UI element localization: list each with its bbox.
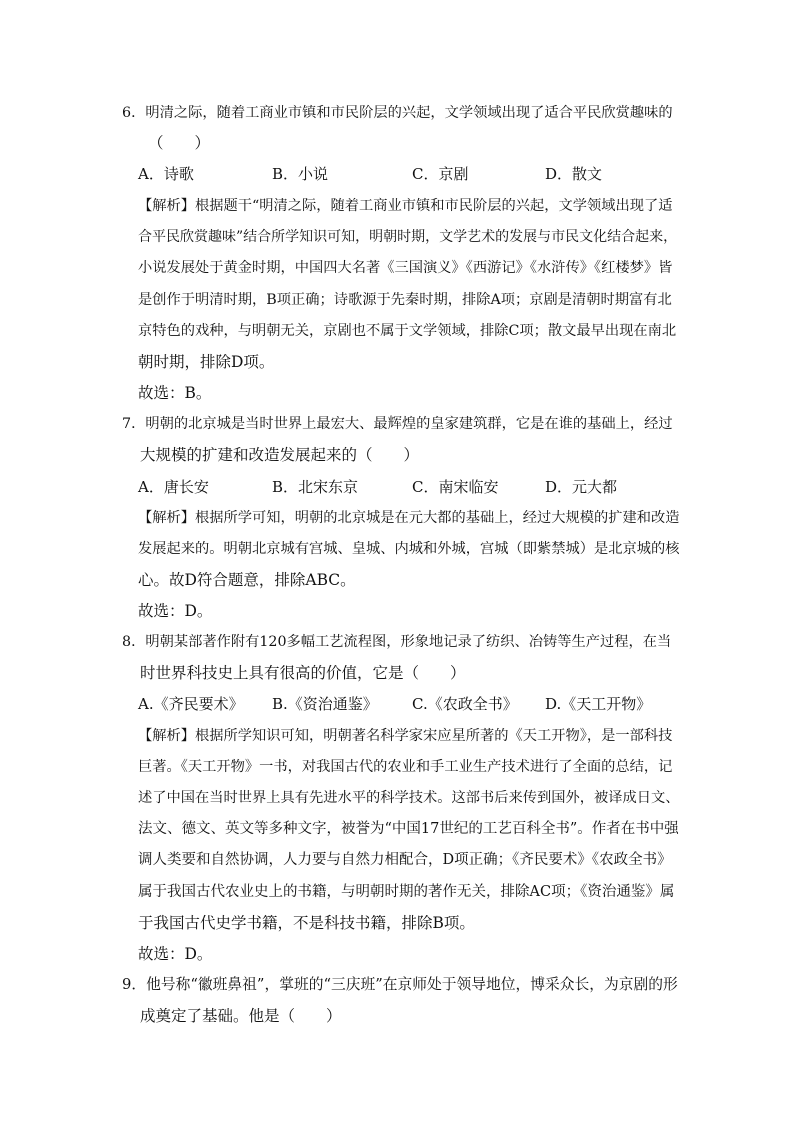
question-8-option-b: B.《资治通鉴》 <box>272 695 378 713</box>
question-8-analysis-line-4: 法文、德文、英文等多种文字，被誉为“中国17世纪的工艺百科全书”。作者在书中强 <box>138 821 679 837</box>
question-6-stem-line-1: 6．明清之际，随着工商业市镇和市民阶层的兴起，文学领域出现了适合平民欣赏趣味的 <box>122 105 673 121</box>
question-8-option-c: C.《农政全书》 <box>412 695 518 713</box>
question-8-option-d: D.《天工开物》 <box>545 695 652 713</box>
question-7-option-b: B．北宋东京 <box>272 478 359 496</box>
question-7-option-a: A．唐长安 <box>138 478 209 496</box>
question-8-stem-line-2: 时世界科技史上具有很高的价值，它是（ ） <box>140 664 466 682</box>
question-7-answer: 故选：D。 <box>138 602 213 620</box>
question-8-analysis-line-3: 述了中国在当时世界上具有先进水平的科学技术。这部书后来传到国外，被译成日文、 <box>138 790 680 806</box>
question-6-option-a: A．诗歌 <box>138 165 194 183</box>
question-8-analysis-line-7: 于我国古代史学书籍，不是科技书籍，排除B项。 <box>138 914 475 932</box>
question-8-answer: 故选：D。 <box>138 945 213 963</box>
question-6-option-c: C．京剧 <box>412 165 469 183</box>
question-8-analysis-line-5: 调人类要和自然协调，人力要与自然力相配合，D项正确；《齐民要术》《农政全书》 <box>138 852 672 868</box>
question-7-analysis-line-3: 心。故D符合题意，排除ABC。 <box>138 571 356 589</box>
question-7-option-d: D．元大都 <box>545 478 618 496</box>
question-7-analysis-line-2: 发展起来的。明朝北京城有宫城、皇城、内城和外城，宫城（即紫禁城）是北京城的核 <box>138 541 680 557</box>
question-8-analysis-line-1: 【解析】根据所学知识可知，明朝著名科学家宋应星所著的《天工开物》，是一部科技 <box>138 728 673 744</box>
question-6-option-b: B．小说 <box>272 165 329 183</box>
question-6-analysis-line-3: 小说发展处于黄金时期，中国四大名著《三国演义》《西游记》《水浒传》《红楼梦》皆 <box>138 260 673 276</box>
question-6-analysis-line-4: 是创作于明清时期，B项正确；诗歌源于先秦时期，排除A项；京剧是清朝时期富有北 <box>138 292 672 308</box>
question-6-analysis-line-6: 朝时期，排除D项。 <box>138 353 275 371</box>
question-7-analysis-line-1: 【解析】根据所学可知，明朝的北京城是在元大都的基础上，经过大规模的扩建和改造 <box>138 510 680 526</box>
question-6-option-d: D．散文 <box>545 165 603 183</box>
question-9-stem-line-2: 成奠定了基础。他是（ ） <box>140 1007 342 1025</box>
question-8-stem-line-1: 8．明朝某部著作附有120多幅工艺流程图，形象地记录了纺织、冶铸等生产过程，在当 <box>122 634 672 650</box>
question-7-stem-line-1: 7．明朝的北京城是当时世界上最宏大、最辉煌的皇家建筑群，它是在谁的基础上，经过 <box>122 416 673 432</box>
question-7-stem-line-2: 大规模的扩建和改造发展起来的（ ） <box>140 446 420 464</box>
question-6-analysis-line-2: 合平民欣赏趣味”结合所学知识可知，明朝时期，文学艺术的发展与市民文化结合起来， <box>138 229 678 245</box>
question-8-analysis-line-6: 属于我国古代农业史上的书籍，与明朝时期的著作无关，排除AC项；《资治通鉴》属 <box>138 884 675 900</box>
question-8-option-a: A.《齐民要术》 <box>138 695 244 713</box>
question-6-stem-line-2: （ ） <box>148 134 211 152</box>
question-7-option-c: C．南宋临安 <box>412 478 499 496</box>
question-9-stem-line-1: 9．他号称“徽班鼻祖”，掌班的“三庆班”在京师处于领导地位，博采众长，为京剧的形 <box>122 976 678 993</box>
question-6-analysis-line-5: 京特色的戏种，与明朝无关，京剧也不属于文学领域，排除C项；散文最早出现在南北 <box>138 323 677 339</box>
question-6-analysis-line-1: 【解析】根据题干“明清之际，随着工商业市镇和市民阶层的兴起，文学领域出现了适 <box>138 198 673 214</box>
question-6-answer: 故选：B。 <box>138 384 212 402</box>
question-8-analysis-line-2: 巨著。《天工开物》一书，对我国古代的农业和手工业生产技术进行了全面的总结，记 <box>138 759 673 775</box>
